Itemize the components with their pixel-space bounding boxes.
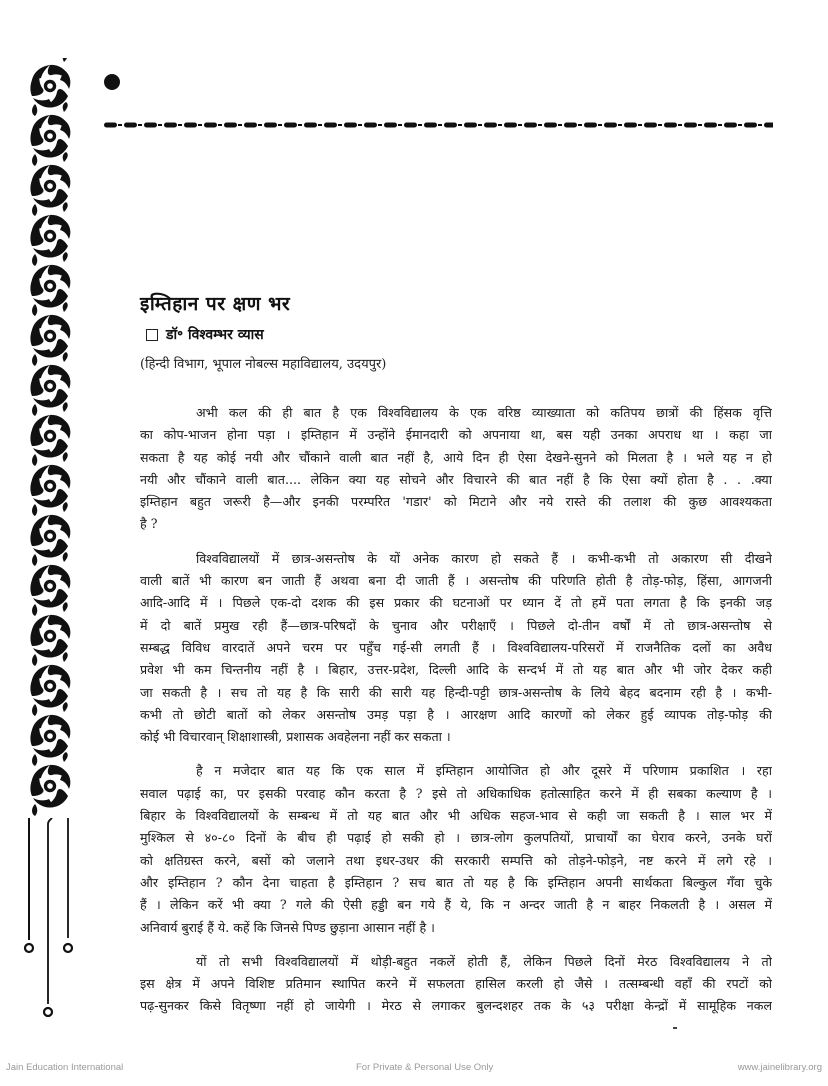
text-line: आदि-आदि में । पिछले एक-दो दशक की इस प्रकार की घटनाओं पर ध्यान दें तो हमें पता लगता है कि इनकी जड़ [140, 595, 772, 611]
text-line: प्रवेश भी कम चिन्तनीय नहीं है । बिहार, उत्तर-प्रदेश, दिल्ली आदि के सन्दर्भ में तो यह बात और भी जोर देकर कही [140, 662, 772, 678]
decorative-rule [103, 114, 773, 122]
text-line: विश्वविद्यालयों में छात्र-असन्तोष के यों अनेक कारण हो सकते हैं । कभी-कभी तो अकारण सी दीखने [196, 550, 772, 566]
footer-usage-notice: For Private & Personal Use Only [356, 1062, 494, 1073]
paisley-swirl-icon [28, 58, 72, 818]
text-line: सकता है यह कोई नयी और चौंकाने वाली बात नहीं है, आये दिन ही ऐसा देखने-सुनने को मिलता है । भले यह न हो [140, 449, 772, 465]
text-line: अनिवार्य बुराई हैं ये. कहें कि जिनसे पिण्ड छुड़ाना आसान नहीं है । [140, 919, 435, 935]
text-line: कोई भी विचारवान् शिक्षाशास्त्री, प्रशासक अवहेलना नहीं कर सकता । [140, 729, 451, 745]
text-line: जा सकती है । सच तो यह है कि सारी की सारी यह हिन्दी-पट्टी छात्र-असन्तोष के लिये बेहद बदनाम रही है । कभी- [140, 684, 772, 700]
text-line: इम्तिहान बहुत जरूरी है—और इनकी परम्परित 'गडार' को मिटाने और नये रास्ते की तलाश की कुछ आवश्यकता [140, 494, 772, 510]
ring-terminal-lines-icon [22, 818, 78, 1028]
text-line: वाली बातें भी कारण बन जाती हैं अथवा बना दी जाती हैं । असन्तोष की परिणति होती है तोड़-फोड़, हिंसा, आगजनी [140, 573, 772, 589]
text-line: में दो बातें प्रमुख रही हैं—छात्र-परिषदों के चुनाव और परीक्षाएँ । पिछले दो-तीन वर्षों में तो छात्र-असन्तोष से [140, 617, 772, 633]
text-line: यों तो सभी विश्वविद्यालयों में थोड़ी-बहुत नकलें होती हैं, लेकिन पिछले दिनों मेरठ विश्वविद्यालय ने तो [196, 953, 772, 969]
text-line: और इम्तिहान ? कौन देना चाहता है इम्तिहान ? सच बात तो यह है कि इम्तिहान अपनी सार्थकता बिल्कुल गँवा चुके [140, 874, 772, 890]
text-line: बिहार के विश्वविद्यालयों के सम्बन्ध में तो यह बात और भी अधिक सहज-भाव से कही जा सकती है । साल भर में [140, 808, 772, 824]
author-line [146, 325, 264, 344]
print-mark [673, 1027, 677, 1029]
text-line: हैं । लेकिन करें भी क्या ? गले की ऐसी हड्डी बन गये हैं ये, कि न अन्दर जाती है न बाहर निकलती है । असल में [140, 897, 772, 913]
text-line: इस क्षेत्र में अपने विशिष्ट प्रतिमान स्थापित करने में सफलता हासिल करली हो जैसे । तत्सम्बन्धी वहाँ की रपटों को [140, 976, 772, 992]
dash-dot-rule-icon [103, 121, 773, 129]
text-line: सवाल पढ़ाई का, पर इसकी परवाह कौन करता है ? इसे तो अधिकाधिक हतोत्साहित करने में ही सबका कल्याण है । [140, 785, 772, 801]
footer-publisher: Jain Education International [6, 1062, 124, 1073]
text-line: मुश्किल से ४०-८० दिनों के बीच ही पढ़ाई हो सकी हो । छात्र-लोग कुलपतियों, प्राचार्यों का घेराव करने, उनके घरों [140, 830, 772, 846]
paragraph-2 [140, 548, 772, 749]
text-line: सम्बद्ध विविध वारदातें अपने चरम पर पहुँच गई-सी लगती हैं । विश्वविद्यालय-परिसरों में राजनैतिक दलों का अवैध [140, 639, 772, 655]
text-line: है न मजेदार बात यह कि एक साल में इम्तिहान आयोजित हो और दूसरे में परिणाम प्रकाशित । रहा [196, 763, 772, 779]
article-title: इम्तिहान पर क्षण भर [140, 293, 291, 315]
text-line: का कोप-भाजन होना पड़ा । इम्तिहान में उन्होंने ईमानदारी को अपनाया था, बस यही उनका अपराध था । कहा जा [140, 427, 772, 443]
text-line: नयी और चौंकाने वाली बात.... लेकिन क्या यह सोचने और विचारने की बात नहीं है कि ऐसा क्यों होता है . . .क्या [140, 471, 772, 487]
paragraph-4 [140, 951, 772, 1018]
border-terminal-lines [22, 818, 78, 1028]
paragraph-3 [140, 760, 772, 938]
bullet-icon [104, 74, 120, 90]
left-ornamental-border [28, 58, 72, 818]
text-line: को क्षतिग्रस्त करने, बसों को जलाने तथा इधर-उधर की सरकारी सम्पत्ति को तोड़ने-फोड़ने, नष्ट करने में लगे रहे । [140, 852, 772, 868]
checkbox-square-icon [146, 329, 158, 341]
page-footer [0, 1062, 828, 1076]
footer-website-link[interactable]: www.jainelibrary.org [737, 1062, 822, 1073]
article-body [140, 402, 772, 1030]
text-line: पढ़-सुनकर किसे वितृष्णा नहीं हो जायेगी । मेरठ से लगाकर बुलन्दशहर तक के ५३ परीक्षा केन्द्रों में सामूहिक नकल [140, 998, 772, 1014]
author-affiliation: (हिन्दी विभाग, भूपाल नोबल्स महाविद्यालय, उदयपुर) [140, 357, 387, 372]
text-line: अभी कल की ही बात है एक विश्वविद्यालय के एक वरिष्ठ व्याख्याता को कतिपय छात्रों की हिंसक वृत्ति [196, 405, 772, 420]
author-name: डॉ॰ विश्वम्भर व्यास [166, 327, 264, 343]
text-line: है ? [140, 516, 158, 532]
paragraph-1 [140, 402, 772, 536]
text-line: कभी तो छोटी बातों को लेकर असन्तोष उमड़ पड़ा है । आरक्षण आदि कारणों को लेकर हुई व्यापक तोड़-फोड़ की [140, 706, 772, 722]
